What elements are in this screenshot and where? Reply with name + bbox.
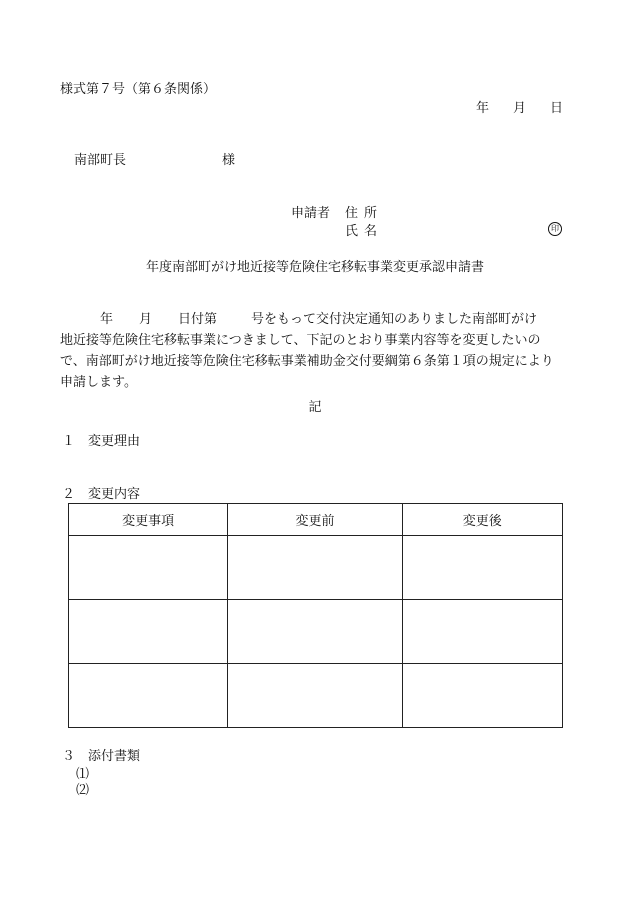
addressee-name: 南部町長 [74, 153, 127, 168]
document-title: 年度南部町がけ地近接等危険住宅移転事業変更承認申請書 [145, 260, 484, 275]
item2-label: 変更内容 [88, 487, 141, 502]
address-label: 住所 [345, 206, 384, 221]
item1-label: 変更理由 [88, 434, 141, 449]
header-after: 変更後 [402, 504, 562, 536]
attachment-2: ⑵ [76, 783, 90, 798]
body-line-1-rest: 号をもって交付決定通知のありました南部町がけ [251, 312, 538, 327]
table-row [69, 536, 563, 600]
header-change-item: 変更事項 [69, 504, 228, 536]
header-before: 変更前 [228, 504, 402, 536]
attachment-1: ⑴ [76, 767, 90, 782]
date-month: 月 [513, 101, 527, 116]
applicant-label: 申請者 [291, 206, 331, 221]
table-cell[interactable] [402, 600, 562, 664]
table-cell[interactable] [69, 664, 228, 728]
seal-mark: 印 [548, 222, 562, 236]
table-cell[interactable] [228, 664, 402, 728]
body-year: 年 [100, 312, 114, 327]
table-header-row [69, 504, 563, 536]
body-month: 月 [139, 312, 153, 327]
body-paragraph [60, 309, 580, 393]
table-cell[interactable] [69, 536, 228, 600]
table-cell[interactable] [402, 536, 562, 600]
table-cell[interactable] [402, 664, 562, 728]
body-line-3: で、南部町がけ地近接等危険住宅移転事業補助金交付要綱第６条第１項の規定により [60, 354, 554, 369]
item3-number: ３ [62, 749, 76, 764]
item-attachments [62, 749, 140, 765]
date-year: 年 [476, 101, 490, 116]
item-change-reason [62, 434, 140, 450]
body-line-4: 申請します。 [60, 375, 137, 390]
item1-number: １ [62, 434, 76, 449]
body-line-1 [60, 309, 580, 330]
table-cell[interactable] [69, 600, 228, 664]
table-row [69, 664, 563, 728]
body-date: 日付第 [178, 312, 218, 327]
item-change-content [62, 487, 140, 503]
item3-label: 添付書類 [88, 749, 141, 764]
table-cell[interactable] [228, 600, 402, 664]
ki-heading: 記 [308, 400, 322, 415]
item2-number: ２ [62, 487, 76, 502]
body-line-2: 地近接等危険住宅移転事業につきまして、下記のとおり事業内容等を変更したいの [60, 333, 541, 348]
form-number: 様式第７号（第６条関係） [60, 82, 217, 97]
name-label: 氏名 [345, 224, 384, 239]
date-day: 日 [550, 101, 564, 116]
addressee-suffix: 様 [222, 153, 236, 168]
table-cell[interactable] [228, 536, 402, 600]
table-row [69, 600, 563, 664]
date-line [476, 101, 563, 117]
change-table [68, 503, 563, 728]
